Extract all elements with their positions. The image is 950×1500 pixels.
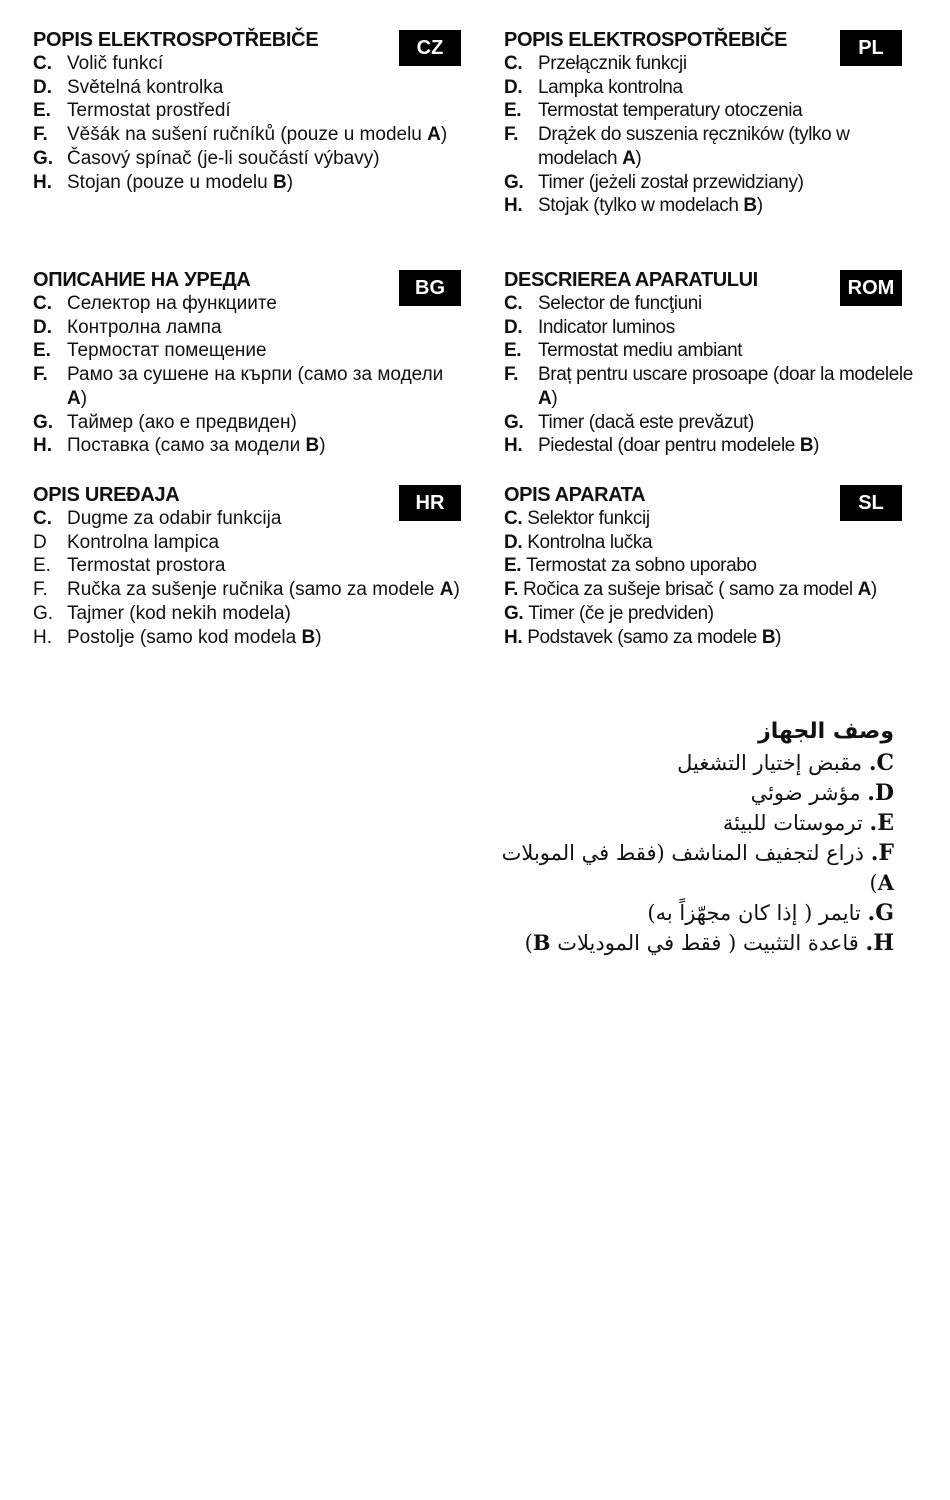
list-item [504,316,928,340]
language-badge: PL [840,30,902,66]
list-item [474,748,894,778]
list-item [504,434,928,458]
item-letter: H. [504,435,523,457]
item-text: Selector de funcţiuni [538,293,702,314]
item-text: Termostat za sobno uporabo [526,555,757,577]
item-letter: C. [33,53,52,74]
item-letter: F. [504,579,518,601]
item-text-end: ) [551,387,558,409]
item-letter: C. [504,508,523,529]
list-item [504,194,928,218]
item-letter: G. [504,171,524,193]
model-letter: A [622,147,636,169]
section-title: ОПИСАНИЕ НА УРЕДА [33,269,251,291]
item-letter: C. [868,750,894,776]
item-letter: D. [867,780,894,806]
list-item [504,339,928,363]
list-item [33,411,463,435]
list-item [33,171,463,195]
item-letter: D. [504,316,523,338]
list-item [474,838,894,898]
item-text: Termostat prostora [67,555,226,577]
section-hr [33,483,463,649]
item-text-end: ) [80,387,88,409]
item-letter: C. [504,53,523,74]
item-letter: F. [504,364,518,386]
item-letter: D. [504,76,523,98]
item-text: Поставка (само за модели [67,435,306,457]
list-item [33,507,463,531]
item-letter: G. [33,411,54,433]
section-cz [33,28,463,194]
item-letter: H. [865,930,894,956]
model-letter: A [857,579,871,601]
list-item [33,123,463,147]
item-list [33,52,463,194]
item-letter: G. [504,411,524,433]
item-letter: D. [504,531,523,553]
item-letter: E. [33,100,51,122]
model-letter: A [427,124,441,146]
item-list [33,292,463,458]
item-letter: H. [504,195,523,217]
item-text: Postolje (samo kod modela [67,626,302,648]
item-text: Termostat prostředí [67,100,231,122]
item-letter: G. [867,900,894,926]
item-text: Kontrolna lučka [527,531,653,553]
item-text: Indicator luminos [538,316,675,338]
item-text: Podstavek (samo za modele [527,626,762,648]
section-title: OPIS UREĐAJA [33,484,180,506]
item-text: Časový spínač (je-li součástí výbavy) [67,147,380,169]
item-text: Термостат помещение [67,340,267,362]
item-text-end: ) [756,195,763,217]
language-badge: CZ [399,30,461,66]
item-letter: F. [33,124,48,146]
item-text: Ručka za sušenje ručnika (samo za modele [67,579,440,601]
item-text: Braț pentru uscare prosoape (doar la modelele [538,364,913,386]
item-text-end: ) [869,871,878,895]
item-text: Lampka kontrolna [538,76,683,98]
section-rom [504,268,928,458]
item-letter: C. [33,293,52,314]
item-text: Селектор на функциите [67,293,277,314]
section-title: وصف الجهاز [758,719,894,744]
list-item [504,363,928,410]
list-item [33,52,463,76]
item-letter: D [33,531,47,553]
item-text: Timer (če je predviden) [528,602,714,624]
item-text: Контролна лампа [67,316,222,338]
list-item [33,626,463,650]
item-text: Termostat temperatury otoczenia [538,100,803,122]
item-text: Таймер (ако е предвиден) [67,411,297,433]
list-item [504,626,928,650]
list-item [504,171,928,195]
list-item [504,99,928,123]
item-letter: E. [504,100,522,122]
list-item [504,531,928,555]
model-letter: B [272,171,287,193]
item-letter: H. [33,626,52,648]
item-text-end: ) [319,435,326,457]
section-title: DESCRIEREA APARATULUI [504,269,758,291]
language-badge: HR [399,485,461,521]
item-text: Ročica za sušeje brisač ( samo za model [522,579,858,601]
item-list [33,507,463,649]
item-text: Рамо за сушене на кърпи (само за модели [67,364,444,386]
item-letter: E. [504,340,522,362]
list-item [33,363,463,410]
item-text: مقبض إختيار التشغيل [677,751,863,775]
item-text: مؤشر ضوئي [750,781,861,805]
list-item [33,578,463,602]
item-letter: F. [870,840,894,866]
item-letter: F. [33,579,48,601]
language-badge: ROM [840,270,902,306]
item-list [504,52,928,218]
model-letter: B [761,626,776,648]
item-letter: G. [33,602,54,624]
list-item [504,292,928,316]
list-item [33,76,463,100]
list-item [504,52,928,76]
item-text: Stojan (pouze u modelu [67,171,273,193]
item-text: تايمر ( إذا كان مجهّزاً به) [647,901,861,925]
item-letter: H. [33,435,52,457]
model-letter: B [743,195,757,217]
item-text: Světelná kontrolka [67,76,224,98]
item-text: ترموستات للبيئة [722,811,863,835]
model-letter: B [799,435,814,457]
item-text: Selektor funkcij [527,508,650,529]
item-text-end: ) [775,626,782,648]
section-title: OPIS APARATA [504,484,646,506]
list-item [33,602,463,626]
list-item [33,147,463,171]
item-letter: D. [33,76,52,98]
list-item [504,411,928,435]
model-letter: B [532,930,551,955]
item-text-end: ) [315,626,322,648]
item-text-end: ) [813,435,820,457]
item-text-end: ) [286,171,294,193]
item-list [504,292,928,458]
item-text: Kontrolna lampica [67,531,220,553]
item-letter: E. [33,340,51,362]
list-item [504,602,928,626]
item-text-end: ) [870,579,877,601]
item-letter: C. [33,508,52,529]
item-text: Dugme za odabir funkcija [67,508,282,529]
item-text: ذراع لتجفيف المناشف (فقط في الموبلات [501,841,865,865]
item-text: Przełącznik funkcji [538,53,687,74]
language-badge: BG [399,270,461,306]
section-pl [504,28,928,218]
item-letter: C. [504,293,523,314]
list-item [504,507,928,531]
list-item [504,554,928,578]
list-item [504,76,928,100]
model-letter: B [305,435,320,457]
item-list [504,507,928,649]
item-text: Drążek do suszenia ręczników (tylko w modelach [538,124,850,169]
item-text: Termostat mediu ambiant [538,340,743,362]
item-list [474,748,894,958]
item-text: Piedestal (doar pentru modelele [538,435,800,457]
list-item [33,339,463,363]
section-title: POPIS ELEKTROSPOTŘEBIČE [504,29,788,51]
item-text-end: ) [635,147,642,169]
item-text-end: ) [453,579,460,601]
model-letter: A [439,579,454,601]
item-text: قاعدة التثبيت ( فقط في الموديلات [550,931,859,955]
item-text: Stojak (tylko w modelach [538,195,744,217]
item-letter: G. [504,602,524,624]
list-item [33,434,463,458]
item-letter: H. [504,626,523,648]
item-text-end: ) [524,931,533,955]
list-item [33,554,463,578]
item-letter: G. [33,147,54,169]
section-title: POPIS ELEKTROSPOTŘEBIČE [33,29,319,51]
item-text-end: ) [440,124,448,146]
list-item [474,808,894,838]
list-item [33,531,463,555]
list-item [474,778,894,808]
item-letter: E. [33,555,51,577]
item-text: Tajmer (kod nekih modela) [67,602,291,624]
model-letter: A [538,387,552,409]
item-letter: F. [504,124,518,146]
list-item [33,99,463,123]
item-letter: F. [33,364,48,386]
list-item [474,928,894,958]
language-badge: SL [840,485,902,521]
item-letter: E. [869,810,894,836]
item-text: Věšák na sušení ručníků (pouze u modelu [67,124,428,146]
model-letter: A [67,387,81,409]
section-sl [504,483,928,649]
item-letter: E. [504,555,522,577]
list-item [474,898,894,928]
item-text: Timer (jeżeli został przewidziany) [538,171,804,193]
section-bg [33,268,463,458]
list-item [33,316,463,340]
list-item [504,578,928,602]
section-ar [474,716,894,958]
model-letter: B [301,626,316,648]
item-letter: D. [33,316,52,338]
item-text: Volič funkcí [67,53,164,74]
list-item [33,292,463,316]
model-letter: A [877,870,894,895]
item-text: Timer (dacă este prevăzut) [538,411,754,433]
item-letter: H. [33,171,52,193]
list-item [504,123,928,170]
